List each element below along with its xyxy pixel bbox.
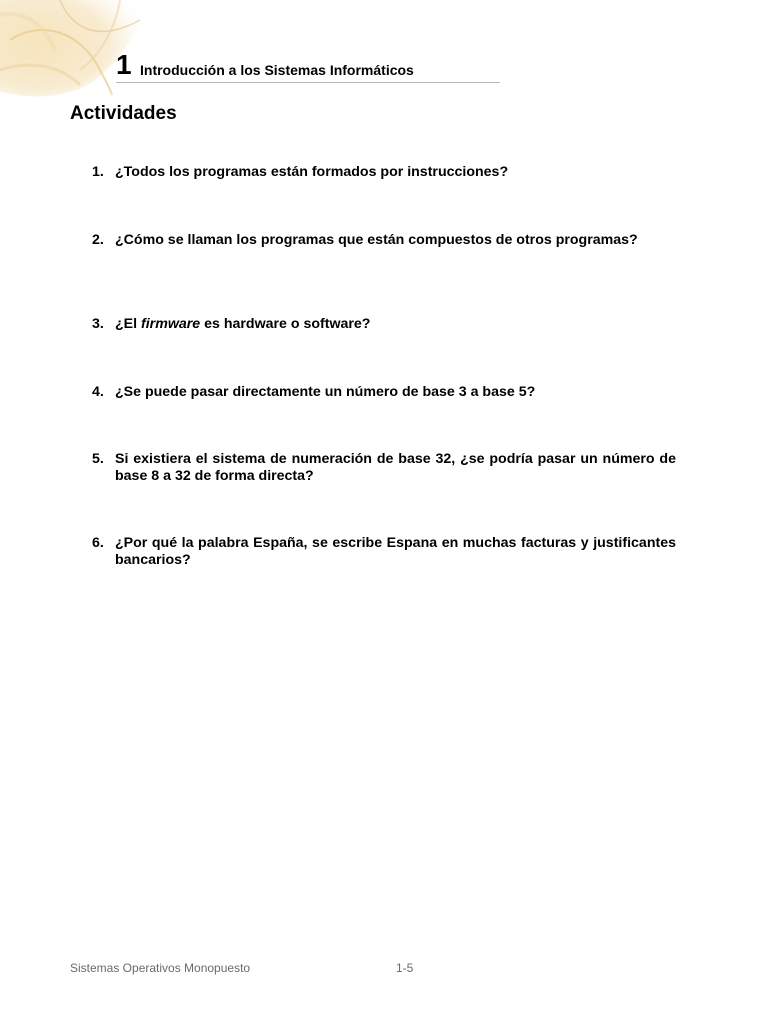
activity-item-5 <box>92 451 676 485</box>
activity-item-6 <box>92 535 676 569</box>
activity-text: ¿Todos los programas están formados por instrucciones? <box>115 164 509 180</box>
activity-text: ¿Se puede pasar directamente un número de base 3 a base 5? <box>115 384 536 400</box>
activity-number: 1. <box>92 164 104 180</box>
activity-text-before: ¿El <box>115 316 142 332</box>
activity-item-4 <box>92 384 676 401</box>
activity-number: 4. <box>92 384 104 400</box>
activity-text: Si existiera el sistema de numeración de base 32, ¿se podría pasar un número de base 8 a 32 de forma directa? <box>115 451 676 484</box>
activity-item-3 <box>92 316 676 333</box>
activity-number: 2. <box>92 232 104 248</box>
footer-page-number: 1-5 <box>396 961 414 975</box>
activity-text: ¿Cómo se llaman los programas que están compuestos de otros programas? <box>115 232 638 248</box>
footer-book-title: Sistemas Operativos Monopuesto <box>70 961 251 975</box>
activity-text <box>115 316 676 333</box>
activity-number: 3. <box>92 316 104 332</box>
firmware-emphasis: firmware <box>141 316 201 332</box>
chapter-header <box>116 50 500 83</box>
chapter-title: Introducción a los Sistemas Informáticos <box>140 62 414 78</box>
activity-text: ¿Por qué la palabra España, se escribe Espana en muchas facturas y justificantes bancarios? <box>115 535 676 568</box>
activity-item-1 <box>92 164 676 181</box>
activity-number: 5. <box>92 451 104 467</box>
section-heading: Actividades <box>70 103 177 124</box>
activity-number: 6. <box>92 535 104 551</box>
activity-text-after: es hardware o software? <box>200 316 371 332</box>
chapter-number: 1 <box>116 49 132 80</box>
activity-item-2 <box>92 232 676 249</box>
